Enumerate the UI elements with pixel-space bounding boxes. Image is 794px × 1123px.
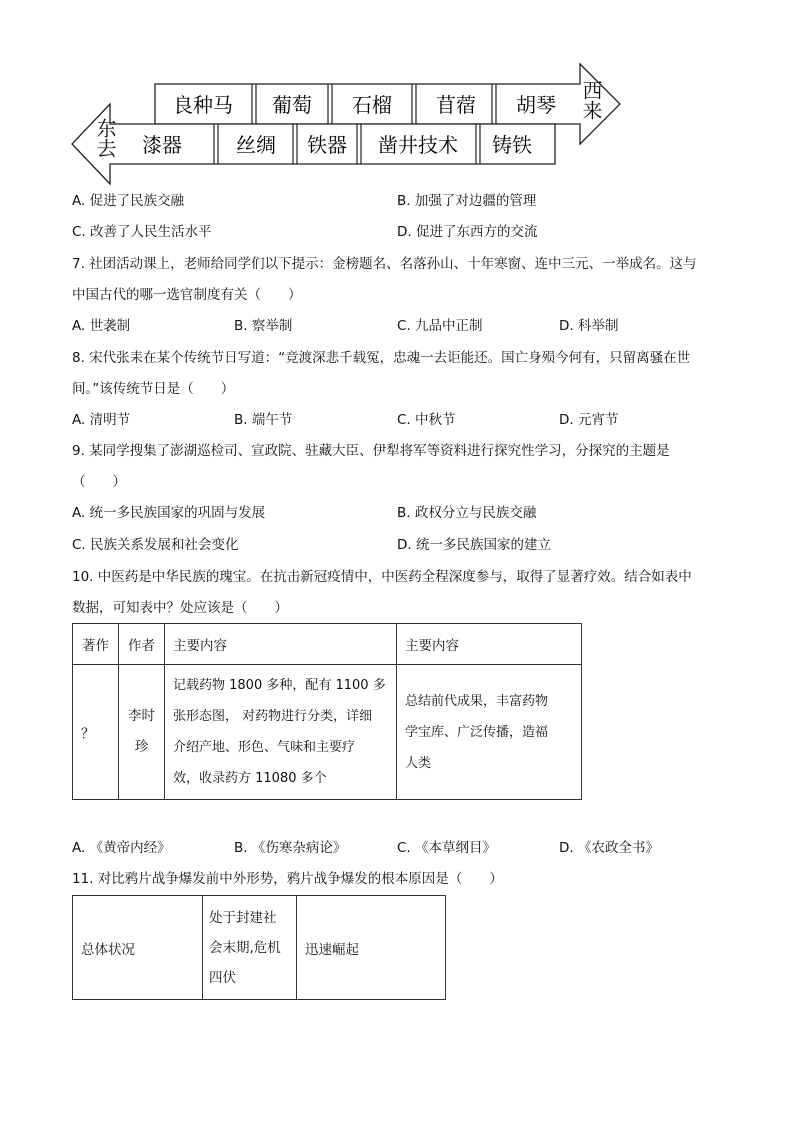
q8-option-b[interactable]: B. 端午节 <box>234 412 293 428</box>
q7-stem-line1: 7. 社团活动课上，老师给同学们以下提示：金榜题名、名落孙山、十年寒窗、连中三元、一举成名。这与 <box>72 256 697 272</box>
q9-stem-line2: （ ） <box>72 474 126 490</box>
q10-option-a[interactable]: A. 《黄帝内经》 <box>72 840 171 856</box>
q9-option-d[interactable]: D. 统一多民族国家的建立 <box>397 537 551 553</box>
q10-cell-impact <box>397 665 582 800</box>
item-pomegranate: 石榴 <box>352 93 392 117</box>
item-lacquer: 漆器 <box>142 133 182 157</box>
q8-option-d[interactable]: D. 元宵节 <box>559 412 619 428</box>
q10-header-work: 著作 <box>73 624 119 665</box>
q10-cell-content <box>165 665 397 800</box>
item-huqin: 胡琴 <box>516 93 556 117</box>
q10-stem-line2: 数据，可知表中？处应该是（ ） <box>72 600 288 616</box>
q11-cell-label: 总体状况 <box>73 896 203 1000</box>
q6-option-d[interactable]: D. 促进了东西方的交流 <box>397 224 538 240</box>
q7-option-a[interactable]: A. 世袭制 <box>72 318 131 334</box>
q11-table <box>72 895 446 1000</box>
q10-header-content: 主要内容 <box>165 624 397 665</box>
q10-option-b[interactable]: B. 《伤寒杂病论》 <box>234 840 347 856</box>
q7-option-d[interactable]: D. 科举制 <box>559 318 619 334</box>
q10-cell-work: ？ <box>73 665 119 800</box>
q7-option-b[interactable]: B. 察举制 <box>234 318 293 334</box>
west-label: 西来 <box>579 80 603 120</box>
q10-option-d[interactable]: D. 《农政全书》 <box>559 840 659 856</box>
silk-road-diagram <box>60 58 630 190</box>
q10-option-c[interactable]: C. 《本草纲目》 <box>397 840 497 856</box>
q10-author-line: 李时 <box>128 708 155 724</box>
item-well-drilling: 凿井技术 <box>378 133 458 157</box>
q6-option-a[interactable]: A. 促进了民族交融 <box>72 193 185 209</box>
q8-stem-line2: 间。”该传统节日是（ ） <box>72 381 235 397</box>
item-ironware: 铁器 <box>307 133 347 157</box>
q8-option-c[interactable]: C. 中秋节 <box>397 412 456 428</box>
q10-content-line: 效，收录药方 11080 多个 <box>173 771 327 786</box>
q9-option-c[interactable]: C. 民族关系发展和社会变化 <box>72 537 239 553</box>
q7-option-c[interactable]: C. 九品中正制 <box>397 318 483 334</box>
q10-impact-line: 人类 <box>405 755 432 771</box>
q9-option-b[interactable]: B. 政权分立与民族交融 <box>397 505 537 521</box>
q10-impact-line: 总结前代成果，丰富药物 <box>405 693 549 709</box>
q10-stem-line1: 10. 中医药是中华民族的瑰宝。在抗击新冠疫情中，中医药全程深度参与，取得了显著疗效。结合如表中 <box>72 569 692 585</box>
q11-stem: 11. 对比鸦片战争爆发前中外形势，鸦片战争爆发的根本原因是（ ） <box>72 871 503 887</box>
q9-option-a[interactable]: A. 统一多民族国家的巩固与发展 <box>72 505 266 521</box>
item-silk: 丝绸 <box>236 133 276 157</box>
q10-cell-author <box>119 665 165 800</box>
q7-stem-line2: 中国古代的哪一选官制度有关（ ） <box>72 287 302 303</box>
q6-option-b[interactable]: B. 加强了对边疆的管理 <box>397 193 537 209</box>
item-horse: 良种马 <box>173 93 233 117</box>
item-cast-iron: 铸铁 <box>492 133 532 157</box>
q11-cell-china <box>203 896 297 1000</box>
q8-stem-line1: 8. 宋代张耒在某个传统节日写道：“竞渡深悲千载冤，忠魂一去讵能还。国亡身殒今何有，只留离骚在世 <box>72 350 691 366</box>
q10-author-line: 珍 <box>134 739 149 755</box>
q6-option-c[interactable]: C. 改善了人民生活水平 <box>72 224 212 240</box>
east-label: 东去 <box>93 118 117 158</box>
q10-content-line: 记载药物 1800 多种，配有 1100 多 <box>173 678 386 693</box>
q10-impact-line: 学宝库、广泛传播，造福 <box>405 724 549 740</box>
q9-stem-line1: 9. 某同学搜集了澎湖巡检司、宣政院、驻藏大臣、伊犁将军等资料进行探究性学习，分探究的主题是 <box>72 443 670 459</box>
q10-header-author: 作者 <box>119 624 165 665</box>
q11-china-line: 处于封建社 <box>209 909 277 926</box>
q11-china-line: 四伏 <box>209 969 236 986</box>
q8-option-a[interactable]: A. 清明节 <box>72 412 131 428</box>
q11-cell-west: 迅速崛起 <box>297 896 446 1000</box>
q10-table <box>72 623 582 800</box>
item-grape: 葡萄 <box>272 93 312 117</box>
q10-content-line: 张形态图， 对药物进行分类，详细 <box>173 709 373 724</box>
item-alfalfa: 苜蓿 <box>436 93 476 117</box>
q11-china-line: 会末期,危机 <box>209 939 281 956</box>
q10-content-line: 介绍产地、形色、气味和主要疗 <box>173 740 356 755</box>
q10-header-impact: 主要内容 <box>397 624 582 665</box>
